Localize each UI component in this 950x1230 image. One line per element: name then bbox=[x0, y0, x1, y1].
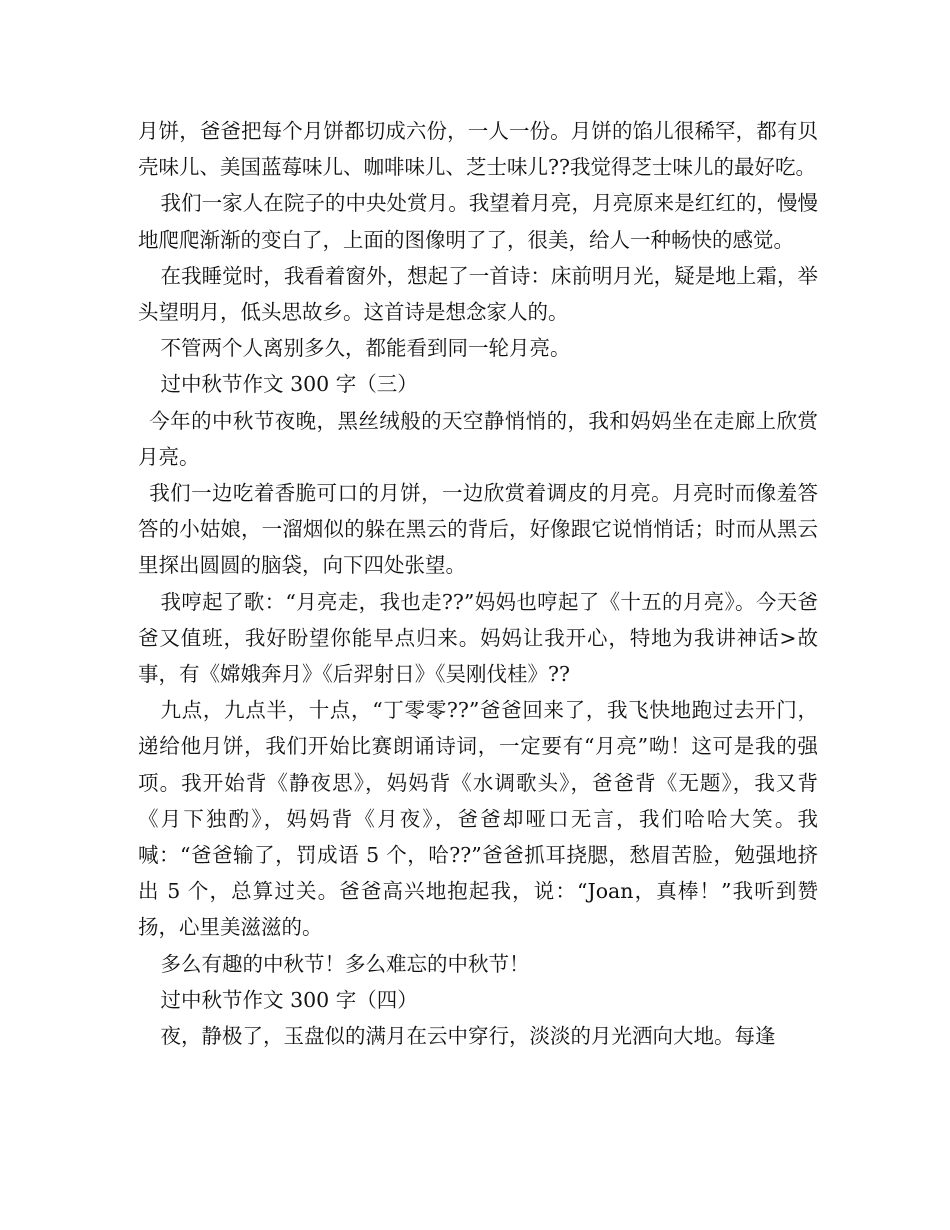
paragraph-memorable: 多么有趣的中秋节！多么难忘的中秋节！ bbox=[160, 951, 530, 976]
paragraph-night-quiet: 夜，静极了，玉盘似的满月在云中穿行，淡淡的月光洒向大地。每逢 bbox=[160, 1024, 776, 1049]
section-heading-three: 过中秋节作文 300 字（三） bbox=[160, 372, 418, 397]
paragraph-same-moon: 不管两个人离别多久，都能看到同一轮月亮。 bbox=[160, 336, 571, 361]
paragraph-night-sky: 今年的中秋节夜晚，黑丝绒般的天空静悄悄的，我和妈妈坐在走廊上欣赏月亮。 bbox=[138, 408, 818, 469]
paragraph-playful-moon: 我们一边吃着香脆可口的月饼，一边欣赏着调皮的月亮。月亮时而像羞答答的小姑娘，一溜烟似的躲在黑云的背后，好像跟它说悄悄话；时而从黑云里探出圆圆的脑袋，向下四处张望。 bbox=[138, 481, 818, 578]
paragraph-song: 我哼起了歌：“月亮走，我也走??”妈妈也哼起了《十五的月亮》。今天爸爸又值班，我好盼望你能早点归来。妈妈让我开心，特地为我讲神话>故事，有《嫦娥奔月》《后羿射日》《吴刚伐桂》?? bbox=[138, 589, 818, 687]
paragraph-moon-viewing: 我们一家人在院子的中央处赏月。我望着月亮，月亮原来是红红的，慢慢地爬爬渐渐的变白了，上面的图像明了了，很美，给人一种畅快的感觉。 bbox=[138, 191, 818, 252]
document-body bbox=[138, 113, 818, 1054]
paragraph-poem: 在我睡觉时，我看着窗外，想起了一首诗：床前明月光，疑是地上霜，举头望明月，低头思故乡。这首诗是想念家人的。 bbox=[138, 263, 818, 325]
paragraph-poetry-contest: 九点，九点半，十点，“丁零零??”爸爸回来了，我飞快地跑过去开门，递给他月饼，我们开始比赛朗诵诗词，一定要有“月亮”呦！这可是我的强项。我开始背《静夜思》，妈妈背《水调歌头》，爸爸背《无题》，我又背《月下独酌》，妈妈背《月夜》，爸爸却哑口无言，我们哈哈大笑。我喊：“爸爸输了，罚成语 5 个，哈??”爸爸抓耳挠腮，愁眉苦脸，勉强地挤出 5 个，总算过关。爸爸高兴地抱起我，说：“Joan，真棒！”我听到赞扬，心里美滋滋的。 bbox=[138, 698, 818, 940]
section-heading-four: 过中秋节作文 300 字（四） bbox=[160, 987, 418, 1012]
paragraph-mooncake: 月饼，爸爸把每个月饼都切成六份，一人一份。月饼的馅儿很稀罕，都有贝壳味儿、美国蓝莓味儿、咖啡味儿、芝士味儿??我觉得芝士味儿的最好吃。 bbox=[138, 119, 818, 180]
